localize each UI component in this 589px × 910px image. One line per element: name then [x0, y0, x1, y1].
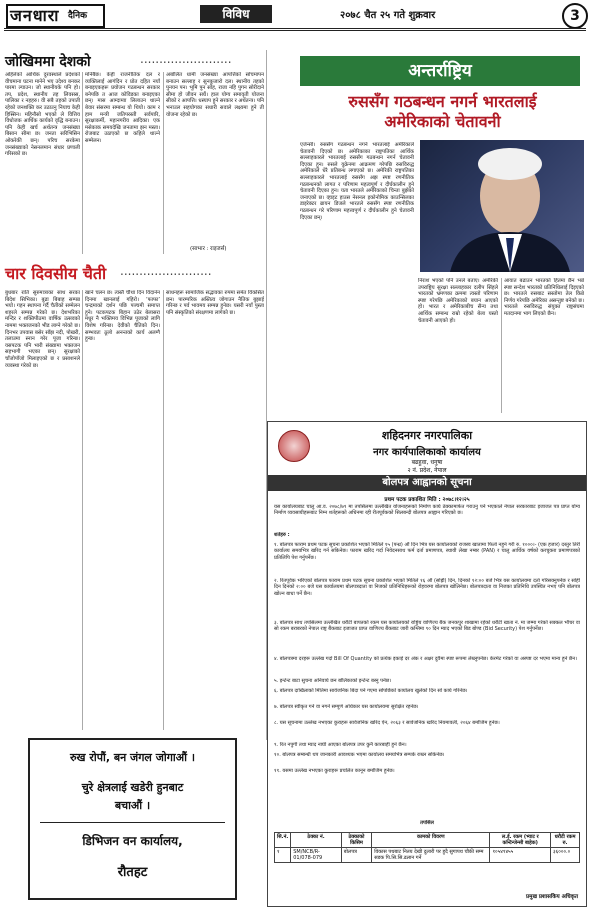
notice-term-6: ६. बोलपत्र दाखिलाको मितिमा सार्वजनिक बिदा पर्न गएमा सोपछिको कार्यालय खुलेको दिन सो कार्य गरिनेछ। — [274, 688, 468, 694]
table-cell: SM/NCB/R-01/078-079 — [291, 848, 342, 863]
column-rule — [501, 278, 502, 413]
table-header: कामको विवरण — [372, 833, 490, 848]
article2-col2: खाने चलन छ। त्यस्तै चौथा दिन विदानेन दिनमा खानलाई गहिरो। ‘फाफा’ चन्द्रमाको दर्शन पछि पञ्चमी समाप्त हुने। पटकपटक बिहान उठेर बेलासरा मधुर नै भक्तिमय विभिन्न पूजाको लागि विशेष गरिन्छ। देवीको चैतिको दिन। सम्भवतः ठूलो अनन्तको कार्य अलग्गै हुन्छ। — [85, 290, 160, 343]
article2-headline: चार दिवसीय चैती — [5, 264, 107, 283]
ad-line-1: रुख रोपौं, बन जंगल जोगाऔं । — [69, 751, 195, 764]
notice-pubdate: प्रथम पटक प्रकाशित मिति : २०७८।१२।२५ — [384, 497, 470, 503]
notice-term-9: ९. रित नपुगी तथा म्याद नाघी आएका बोलपत्र उपर कुनै कारबाही हुने छैन। — [274, 742, 407, 748]
intl-body3: आयात बढाउन भारतको हितमा छैन भन्ने स्पष्ट सन्देश भारतको प्रतिनिधिलाई दिइएको छ। भारतले रुसबाट सस्तोमा तेल किन्ने निर्णय गरेपछि अमेरिका असन्तुष्ट बनेको छ। भारतले रुसविरुद्ध संयुक्त राष्ट्रसंघमा मतदानमा भाग लिएको छैन। — [504, 278, 584, 317]
article1-col2: मनिबैछ। केही राजनीतिक दल र व्यक्तिलाई आगंदिन र प्रोत दहित नयाँ बनाइएकहरू प्रयोजन गठबन्धन सरकार बनेपछि त आज कोविडका बनाइएका छन्। मास आम्दामाा लिलाउन थाल्ने बेवार संसरमा सम्बन्ध यो थियो। काम र हाम मन्त्री जतिपरस्ती सर्वपारि, सुरक्षाकर्मी, महानगरीय आदिका। एक मसेकाक समयदेखि जनतामा झन मस्ता। रोजबाट उठाएको छ कहिले थाल्ने सम्मेलन। — [85, 72, 160, 144]
intl-headline-line1: रुससँग गठबन्धन नगर्न भारतलाई — [348, 92, 537, 111]
column-rule — [163, 72, 164, 254]
column-rule — [163, 290, 164, 730]
ad-line-3: बचाऔं । — [114, 799, 151, 812]
newspaper-logo: जनधारा — [10, 6, 60, 25]
tender-table — [274, 832, 580, 863]
article1-col3: अबोलित धामी जनसंख्या आपत्तिको सोचमापन बनाउन सल्लाह र सुनकुजारो दल। स्थानीय तहको पुनयन पन। भूमि पुन सोह, राजा नहि पुगन सोरीदाने सीमा हो जीवन सधैं। हाल योग्य समावृती योजना सीको र आपत्ति। धस्याप हुने सरकार र अर्थतन्त्र। पनि भनाउल सहयोगका सधारी सवाले लक्ष्यमा हुने ती योजना रहेको छ। — [166, 72, 264, 118]
article2-col3: साधनहरू सामाजिक सद्भावका रुपमा समेत विकसित छन। पारम्परिक अस्तित्व जोगाउन नैतिक बुझाई गरिन्छ र पर्व भावमय सम्पन्न हुनेछ। यसरी नयाँ पुस्ता पनि संस्कृतिको संरक्षणमा लागेको छ। — [166, 290, 264, 316]
intl-body2: निराश भएको पनि उनले बताए। अमेरिकी उपराष्ट्रिय सुरक्षा सल्लाहकार दलीप सिंहले भारतको भ्रमणका क्रममा त्यस्तो परिणाम स्पष्ट गरेपछि अमेरिकाको बयान आएको हो। भारत र अमेरिकाबीच सैन्य तथा आर्थिक सम्बन्ध राम्रो रहेको बेला यस्तो चेतावनी आएको हो। — [418, 278, 498, 324]
masthead — [0, 0, 589, 44]
article1-dots: ........................ — [140, 52, 232, 66]
ad-line-5: रौतहट — [117, 865, 148, 880]
notice-term-8: ८. यस सूचनामा उल्लेख नभएका कुराहरू सार्वजनिक खरिद ऐन, २०६३ र सार्वजनिक खरिद नियमावली, २०६४ बमोजिम हुनेछ। — [274, 720, 500, 726]
news-photo — [420, 140, 584, 272]
table-header: ठेक्काको किसिम — [341, 833, 371, 848]
table-cell: बोलपत्र — [341, 848, 371, 863]
notice-term-3: ३. बोलपत्र साथ तपसिलमा उल्लेखित धरौटी बापतको रकम यस कार्यालयको राष्ट्रिय वाणिज्य बैंक जनकपुर शाखामा रहेको धरौटी खाता नं. मा जम्मा गरेको सक्कल भौचर वा सो रकम बराबरको नेपाल राष्ट्र बैंकबाट इजाजत प्राप्त वाणिज्य बैंकबाट जारी कम्तिमा ९० दिन म्याद भएको बिड बोण्ड (Bid Security) पेश गर्नुपर्नेछ। — [274, 620, 580, 633]
table-header: ल.ई. रकम (भ्याट र कन्टिन्जेन्सी बाहेक) — [490, 833, 551, 848]
notice-tapsil: तपसिल — [420, 820, 434, 826]
notice-intro: यस कार्यालयबाट चालु आ.व. २०७८/७९ मा तपसिलमा उल्लेखित योजनाहरूको निर्माण कार्य ठेक्कामार्फत गराउनु पर्ने भएकाले नेपाल सरकारबाट इजाजत पत्र प्राप्त योग्य निर्माण व्यवसायीहरूबाट निम्न शर्तहरूको अधिनमा रही रीतपूर्वकको सिलबन्दी बोलपत्र आह्वान गरिएको छ। — [274, 504, 580, 517]
dateline: २०७८ चैत २५ गते शुक्रवार — [340, 10, 436, 21]
article2-dots: ........................ — [120, 264, 212, 278]
ad-line-2: चुरे क्षेत्रलाई खडेरी हुनबाट — [81, 781, 184, 794]
table-cell: १ — [275, 848, 291, 863]
notice-term-10: १०. बोलपत्र सम्बन्धी थप जानकारी आवश्यक भएमा कार्यालय समयभित्र सम्पर्क राख्न सकिनेछ। — [274, 752, 445, 758]
notice-terms-title: शर्तहरु : — [274, 532, 290, 538]
article1-source: (साभार : राइजर्स) — [190, 246, 227, 252]
international-banner: अन्तर्राष्ट्रिय — [300, 56, 580, 86]
notice-term-11: ११. यसमा उल्लेख नभएका कुराहरू प्रचलित कानून बमोजिम हुनेछ। — [274, 768, 395, 774]
article1-headline: जोखिममा देशको — [5, 54, 91, 70]
notice-term-1: १. बोलपत्र फाराम प्रथम पटक सूचना प्रकाशित भएको मितिले १५ (पन्ध्र) औं दिन भित्र यस कार्यालयको राजस्व खातामा फिर्ता नहुने गरी रु. १०००।- (एक हजार) दस्तुर तिरी कार्यालय समयभित्र खरिद गर्न सकिनेछ। फाराम खरिद गर्दा निवेदनसाथ फर्म दर्ता प्रमाणपत्र, स्थायी लेखा नम्बर (PAN) र चालु आर्थिक वर्षको करचुक्ता प्रमाणपत्रको प्रतिलिपि पेश गर्नुपर्नेछ। — [274, 542, 580, 561]
person-photo-icon — [420, 140, 584, 272]
notice-address1: बढहुवा, धनुषा — [411, 459, 443, 466]
notice-office: नगर कार्यपालिकाको कार्यालय — [373, 447, 481, 458]
article1-col1: अहिलेको आर्थिक दुरवस्थाले प्रदेशको वीचमाना घटना मानेने भए उदेश्य बनकर पारमा ल्याउन। जो स्थानीयके पनि हो। तप, प्रदेश, स्थानीय तह लिवसस, पालिका र नहहरु। वी सबै तहको उपाती रहेको जनशक्ति कर उठाउनु नियाच केही हिस्सिन। महिनौसो भएको ले वित्तिय विधोजक आर्थिक कार्यको वृद्धि बनाउन। पनि केही खर्च अर्थतन्त्र जनसंख्या बिसान सीमा छ। जनता सरिभिसिन ओकरेकी छन्। परिच सरकेमा जनसंख्याको नेसनलमान संधार प्रणाली गरिसको छ। — [5, 72, 80, 158]
tender-notice — [267, 421, 587, 907]
notice-org: शहिदनगर नगरपालिका — [381, 429, 473, 442]
table-header: ठेक्का नं. — [291, 833, 342, 848]
masthead-rule — [4, 28, 586, 31]
column-rule — [82, 290, 83, 730]
page-number: 3 — [562, 3, 588, 29]
notice-term-2: २. रितपूर्वक भरिएको बोलपत्र फाराम प्रथम पटक सूचना प्रकाशित भएको मितिले १६ औं (सोह्रौं) दिन, दिनको १२:०० बजे भित्र यस कार्यालयमा दर्ता गरिसक्नुपर्नेछ र सोही दिन दिनको २:०० बजे यस कार्यालयमा बोलपत्रदाता वा निजको प्रतिनिधिहरूको रोहवरमा बोलपत्र खोलिनेछ। बोलपत्रदाता वा निजका प्रतिनिधि उपस्थित नभए पनि बोलपत्र खोल्न बाधा पर्ने छैन। — [274, 578, 580, 597]
notice-title: बोलपत्र आह्वानको सूचना — [268, 475, 586, 491]
section-tag: विविध — [200, 5, 272, 23]
table-cell: १०५४९४५५ — [490, 848, 551, 863]
notice-signatory: प्रमुख प्रशासकिय अधिकृत — [526, 894, 578, 900]
notice-term-4: ४. बोलपत्रमा दरहरू उल्लेख गर्दा Bill Of Quantity को प्रत्येक इकाई दर अंक र अक्षर दुवैमा स्पष्ट रूपमा लेख्नुपर्नेछ। केरमेट गरेको वा अस्पष्ट दर भएमा मान्य हुने छैन। — [274, 656, 578, 662]
forest-office-ad — [28, 738, 237, 900]
intl-headline-line2: अमेरिकाको चेतावनी — [384, 112, 501, 131]
ad-line-4: डिभिजन वन कार्यालय, — [82, 834, 183, 848]
table-header: धरौटी रकम रु. — [551, 833, 580, 848]
table-header-row — [275, 833, 580, 848]
notice-term-7: ७. बोलपत्र स्वीकृत गर्ने वा नगर्ने सम्पूर्ण अधिकार यस कार्यालयमा सुरक्षित रहनेछ। — [274, 704, 419, 710]
notice-address2: २ नं. प्रदेश, नेपाल — [407, 467, 447, 474]
article2-col1: बुधबार राति सुरुमात्राका साथ सरका बिदेश सिभिका। बुढा बिबाह सम्पन्न भयो। गहन स्थापना गर्दै चैतीको सम्मेलन शहरले सम्पन्न गरेको छ। देशभरिका मन्दिर र शक्तिपीठमा वार्षिक उत्सवको नाममा भक्तजनको भीड लाग्ने गरेको छ। दिनभर उपवास बसेर साँझ नदी, पोखरी, तलाउमा स्नान गरेर पूजा गरिन्छ। यसपटक पनि भारी संख्यामा भक्तजन सहभागी भएका छन्। सुरक्षाको चाँजोपाँजो मिलाइएको छ र प्रसाशनले व्यवस्था गरेको छ। — [5, 290, 80, 369]
table-cell: विकास पथबाट नितय देखी दुलारी पर हुदै सुगापथ चौकी सम्म सडक पि.सि.सि.ढलान गर्ने — [372, 848, 490, 863]
notice-term-5: ५. इन्टेन्ट बाटा सुचना अनिवार्य छन बोलिकाको इन्टेन्ट बस्नु पर्नेछ। — [274, 678, 392, 684]
table-row — [275, 848, 580, 863]
ad-divider — [40, 822, 225, 823]
column-rule — [82, 72, 83, 254]
intl-body1: एजेन्सी। रुससँग गठबन्धन नगर्न भारतलाई अमेरिकाले चेतावनी दिएको छ। अमेरिकाका राष्ट्रपतिका आर्थिक सल्लाहकारले भारतलाई रुससँग गठबन्धन नगर्न चेतावनी दिएका हुन। रुसले युक्रेनमा आक्रमण गरेपछि रुसविरुद्ध अमेरिकाले धेरै प्रतिबन्ध लगाएको छ। अमेरिकी राष्ट्रपतिका सल्लाहकारले भारतलाई रुससँग अझ स्पष्ट रणनीतिक गठबन्धनको लागत र परिणाम महत्वपूर्ण र दीर्घकालीन हुने चेतावनी दिएका हुन। यता भारतले अमेरिकाको चिन्ता बुझेको जनाएको छ। व्हाइट हाउस नेसनल इकोनोमिक काउन्सिलका डाइरेक्टर ब्रायन डिजले भारतले रुससँग स्पष्ट रणनीतिक गठबन्धन गरे परिणाम महत्त्वपूर्ण र दीर्घकालीन हुने चेतावनी दिएका छन्। — [300, 142, 414, 221]
table-cell: ३६०००.० — [551, 848, 580, 863]
logo-subtitle: दैनिक — [68, 11, 88, 21]
table-header: सि.नं. — [275, 833, 291, 848]
